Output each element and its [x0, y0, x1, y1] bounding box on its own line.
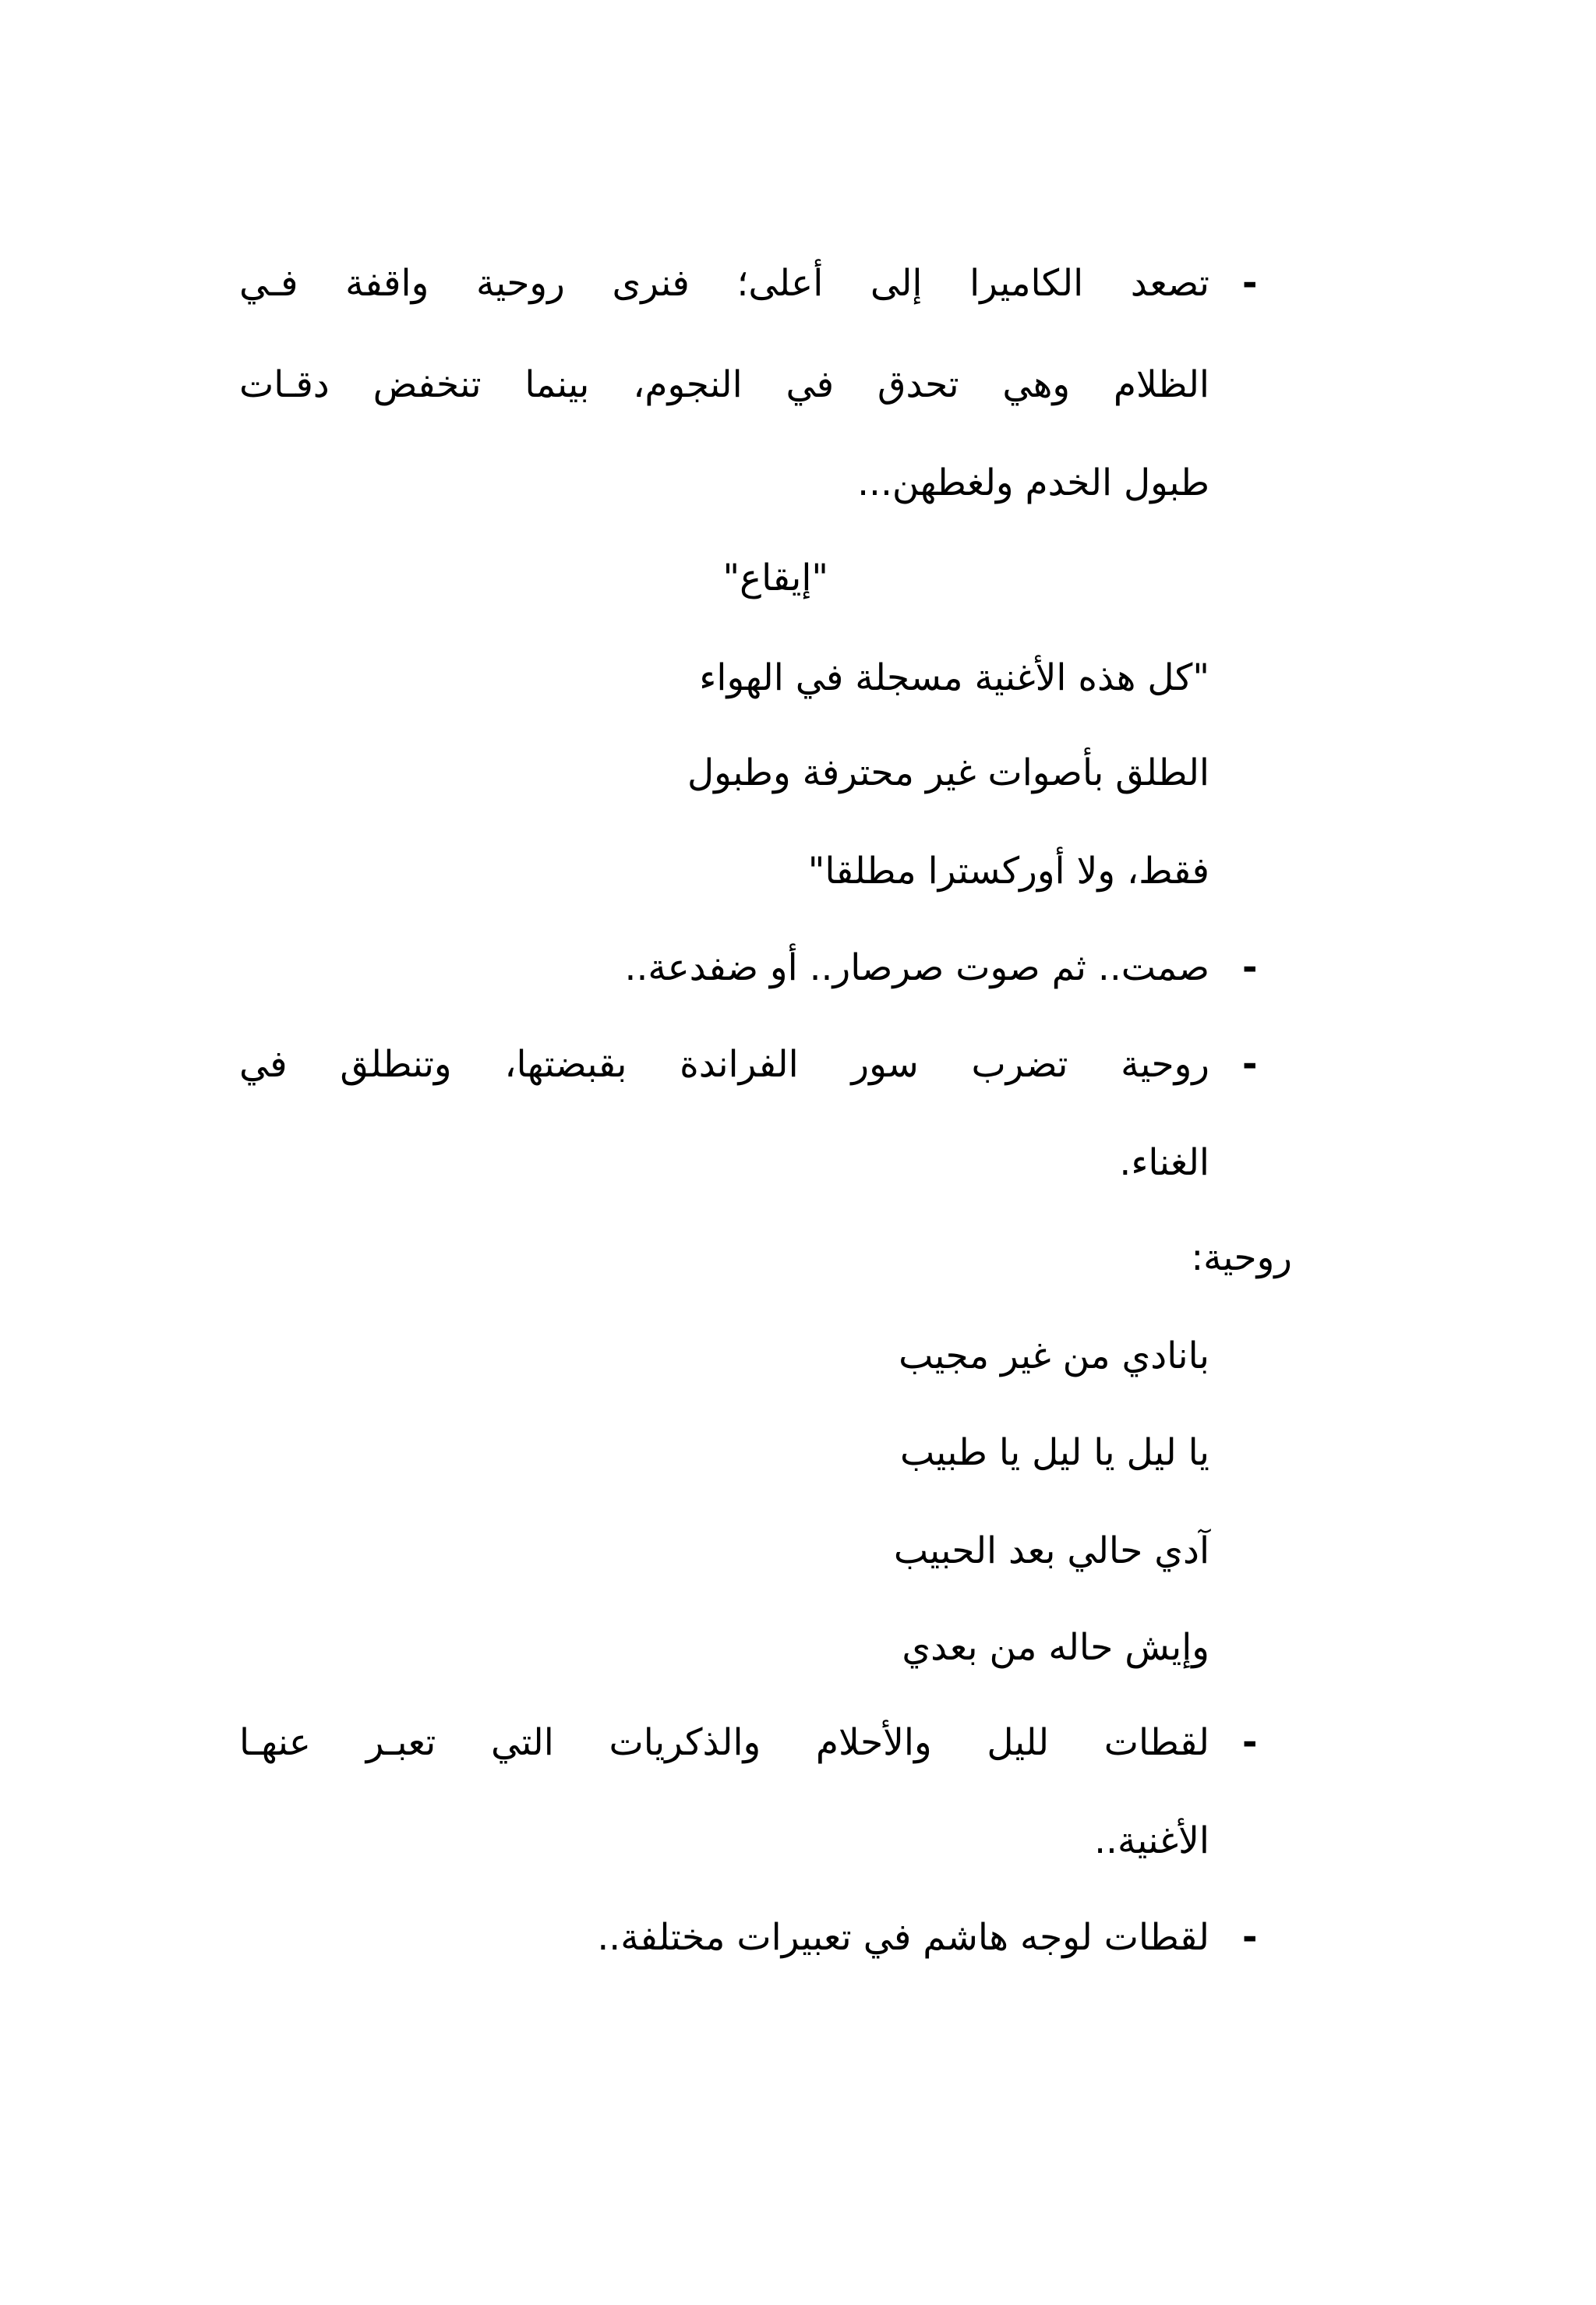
quote-line: فقط، ولا أوركسترا مطلقا" — [807, 850, 1209, 893]
song-line: بانادي من غير مجيب — [899, 1335, 1209, 1377]
bullet-marker: - — [1242, 1721, 1258, 1764]
quote-line: الطلق بأصوات غير محترفة وطبول — [687, 751, 1209, 794]
paragraph-line: الأغنية.. — [1094, 1819, 1209, 1862]
paragraph-line: الغناء. — [1119, 1141, 1209, 1184]
bullet-marker: - — [1242, 1916, 1258, 1959]
quote-line: "كل هذه الأغنية مسجلة في الهواء — [699, 656, 1209, 699]
paragraph-line: لقطات لوجه هاشم في تعبيرات مختلفة.. — [597, 1916, 1209, 1959]
paragraph-line: صمت.. ثم صوت صرصار.. أو ضفدعة.. — [624, 946, 1209, 989]
paragraph-line: روحية تضرب سور الفراندة بقبضتها، وتنطلق في — [239, 1043, 1209, 1086]
bullet-marker: - — [1242, 1043, 1258, 1086]
bullet-marker: - — [1242, 262, 1258, 305]
paragraph-line: تصعد الكاميرا إلى أعلى؛ فنرى روحية واقفة فـي — [239, 262, 1209, 305]
bullet-marker: - — [1242, 946, 1258, 989]
paragraph-line: الظلام وهي تحدق في النجوم، بينما تنخفض دقـات — [239, 363, 1209, 406]
section-heading: "إيقاع" — [722, 557, 828, 599]
paragraph-line: لقطات لليل والأحلام والذكريات التي تعبـر عنهـا — [239, 1721, 1209, 1764]
paragraph-line: طبول الخدم ولغطهن... — [857, 461, 1209, 504]
song-line: يا ليل يا ليل يا طبيب — [899, 1431, 1209, 1474]
song-line: آدي حالي بعد الحبيب — [893, 1529, 1209, 1572]
song-line: وإيش حاله من بعدي — [902, 1626, 1209, 1669]
speaker-label: روحية: — [1191, 1236, 1292, 1279]
